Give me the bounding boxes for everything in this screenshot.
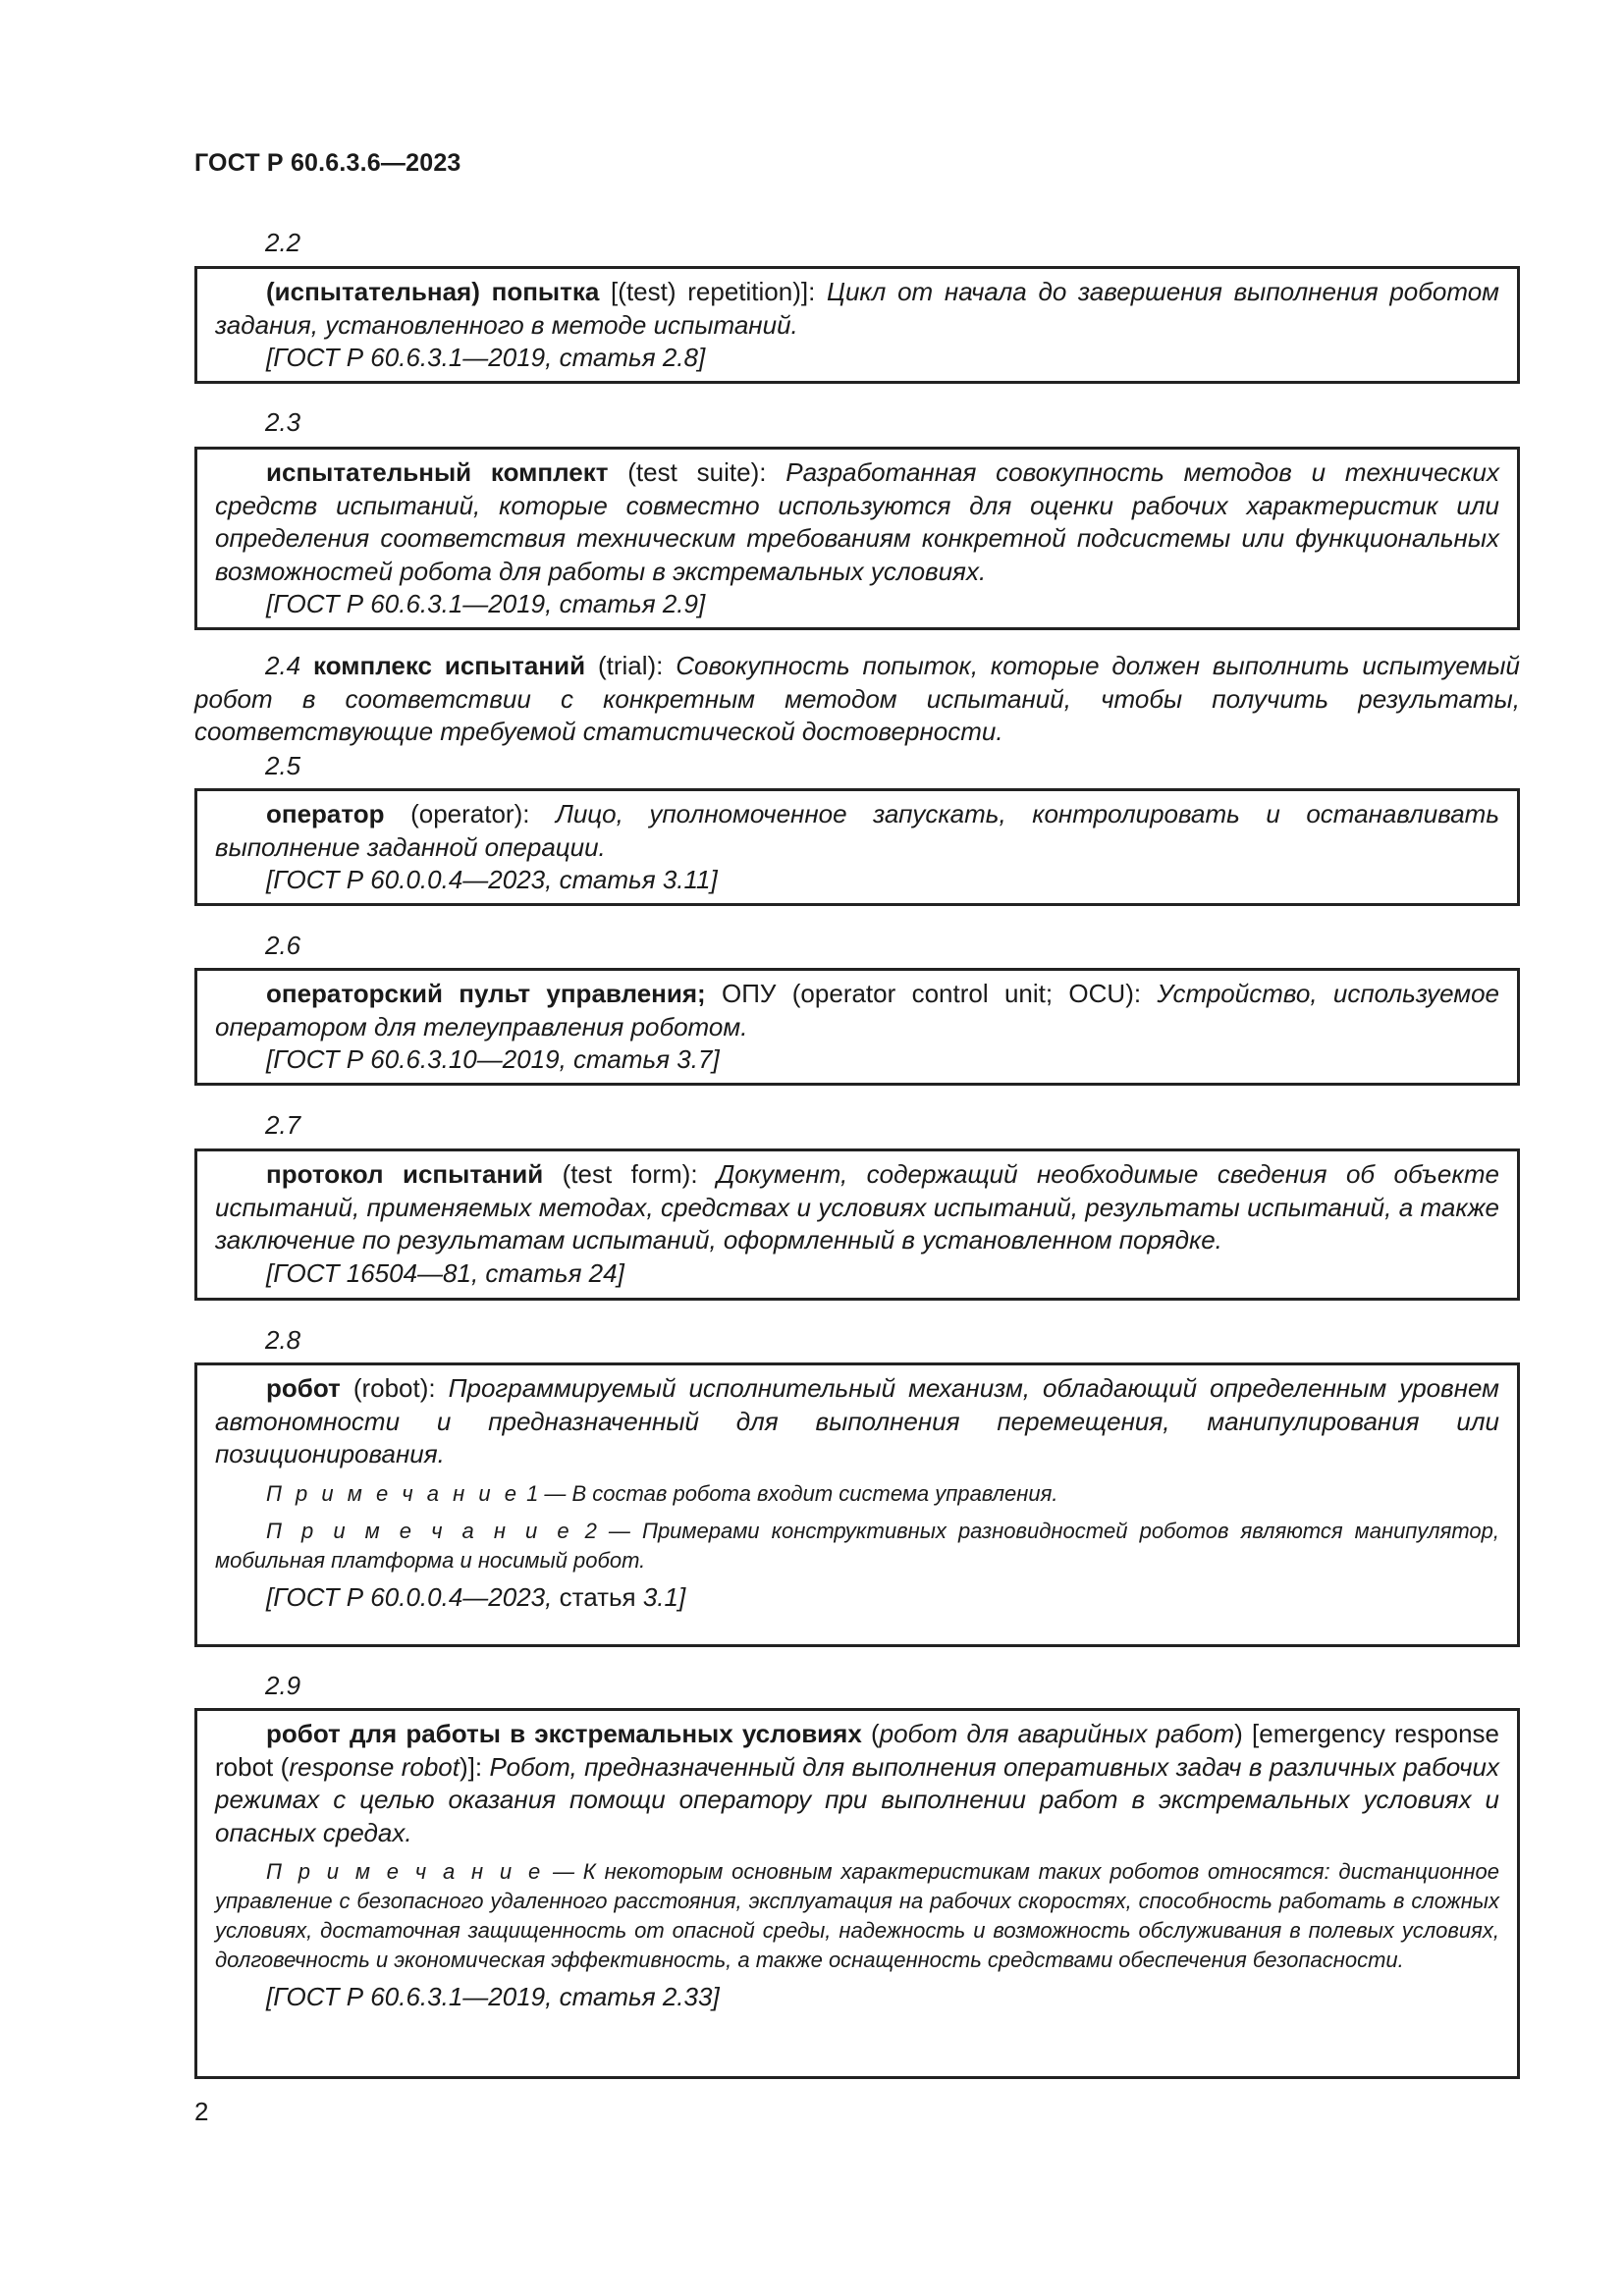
entry-number: 2.7 (265, 1110, 301, 1140)
source-reference (215, 1581, 1499, 1615)
term: робот (266, 1373, 341, 1403)
english-term: (robot): (340, 1373, 449, 1403)
definition-paragraph (215, 1718, 1499, 1849)
synonym-open: ( (861, 1719, 880, 1748)
english-term: (trial): (585, 651, 677, 680)
definition-paragraph (215, 456, 1499, 588)
english-synonym: response robot (289, 1751, 460, 1782)
term: протокол испытаний (266, 1159, 544, 1189)
entry-number: 2.9 (265, 1671, 301, 1700)
source-reference: [ГОСТ 16504—81, статья 24] (266, 1257, 624, 1288)
source-ref-b: статья (559, 1581, 636, 1612)
source-reference: [ГОСТ Р 60.6.3.1—2019, статья 2.9] (266, 589, 706, 618)
term-box (194, 1148, 1520, 1301)
term: (испытательная) попытка (266, 277, 600, 306)
definition-paragraph (215, 276, 1499, 342)
source-reference: [ГОСТ Р 60.6.3.1—2019, статья 2.33] (266, 1982, 720, 2011)
entry-number: 2.8 (265, 1325, 301, 1355)
source-reference: [ГОСТ Р 60.6.3.10—2019, статья 3.7] (266, 1044, 720, 1074)
synonym: робот для аварийных работ (879, 1719, 1235, 1748)
source-ref-a: [ГОСТ Р 60.0.0.4—2023, (266, 1581, 560, 1612)
source-ref-c: 3.1] (635, 1581, 686, 1612)
note-text: 2 — Примерами конструктивных разновидностей роботов являются манипулятор, мобильная платформа и носимый робот. (215, 1518, 1499, 1573)
entry-number: 2.2 (265, 228, 301, 257)
note (215, 1517, 1499, 1575)
definition: Лицо, уполномоченное запускать, контролировать и останавливать выполнение заданной операции. (215, 799, 1499, 862)
definition: Робот, предназначенный для выполнения оперативных задач в различных рабочих режимах с целью оказания помощи оператору при выполнении работ в экстремальных условиях и опасных средах. (215, 1751, 1499, 1847)
definition-paragraph (215, 1372, 1499, 1471)
definition-paragraph (215, 978, 1499, 1043)
source-reference: [ГОСТ Р 60.6.3.1—2019, статья 2.8] (266, 343, 706, 372)
term-box (194, 1708, 1520, 2079)
note (215, 1857, 1499, 1975)
term: робот для работы в экстремальных условиях (266, 1719, 862, 1748)
english-synonym-close: )]: (459, 1751, 490, 1782)
term: комплекс испытаний (313, 651, 586, 680)
english-term: ОПУ (operator control unit; OCU): (705, 979, 1158, 1008)
definition: Цикл от начала до завершения выполнения роботом задания, установленного в методе испытаний. (215, 277, 1499, 340)
page-number: 2 (194, 2097, 209, 2126)
definition: Программируемый исполнительный механизм, обладающий определенным уровнем автономности и предназначенный для выполнения перемещения, манипулирования или позиционирования. (215, 1373, 1499, 1468)
source-reference: [ГОСТ Р 60.0.0.4—2023, статья 3.11] (266, 865, 718, 894)
english-term: (operator): (384, 799, 556, 828)
note-label: П р и м е ч а н и е (266, 1859, 545, 1884)
definition: Устройство, используемое оператором для телеуправления роботом. (215, 979, 1499, 1041)
definition: Разработанная совокупность методов и технических средств испытаний, которые совместно используются для оценки рабочих характеристик или определения соответствия техническим требованиям конкретной подсистемы или функциональных возможностей робота для работы в экстремальных условиях. (215, 457, 1499, 586)
definition-paragraph (215, 1158, 1499, 1257)
entry-number: 2.6 (265, 931, 301, 960)
entry-number: 2.5 (265, 751, 301, 780)
definition-paragraph (215, 798, 1499, 864)
document-code: ГОСТ Р 60.6.3.6—2023 (194, 149, 461, 177)
english-term: (test form): (543, 1159, 717, 1189)
term-box (194, 447, 1520, 630)
definition: Документ, содержащий необходимые сведения об объекте испытаний, применяемых методах, средствах и условиях испытаний, результаты испытаний, а также заключение по результатам испытаний, оформленный в установленном порядке. (215, 1159, 1500, 1255)
synonym-close: ) [emergency response robot ( (215, 1719, 1499, 1782)
note-label: П р и м е ч а н и е (266, 1480, 520, 1506)
term: оператор (266, 799, 385, 828)
note-label: П р и м е ч а н и е (266, 1518, 573, 1543)
english-term: [(test) repetition)]: (599, 277, 828, 306)
term-box (194, 1362, 1520, 1647)
entry-number: 2.3 (265, 407, 301, 437)
definition: Совокупность попыток, которые должен выполнить испытуемый робот в соответствии с конкретным методом испытаний, чтобы получить результаты, соответствующие требуемой статистической достоверности. (194, 651, 1520, 746)
note-text: — К некоторым основным характеристикам таких роботов относятся: дистанционное управление с безопасного удаленного расстояния, эксплуатация на рабочих скоростях, способность работать в сложных условиях, достаточная защищенность от опасной среды, надежность и возможность обслуживания в полевых условиях, долговечность и экономическая эффективность, а также оснащенность средствами обеспечения безопасности. (215, 1859, 1499, 1972)
free-entry (194, 650, 1520, 749)
note-text: 1 — В состав робота входит система управления. (519, 1480, 1058, 1506)
term-box (194, 266, 1520, 384)
term-box (194, 788, 1520, 906)
term: испытательный комплект (266, 457, 609, 487)
entry-number: 2.4 (265, 651, 301, 680)
english-term: (test suite): (608, 457, 786, 487)
term: операторский пульт управления; (266, 979, 706, 1008)
note (215, 1479, 1499, 1509)
definition-paragraph (194, 650, 1520, 749)
term-box (194, 968, 1520, 1086)
